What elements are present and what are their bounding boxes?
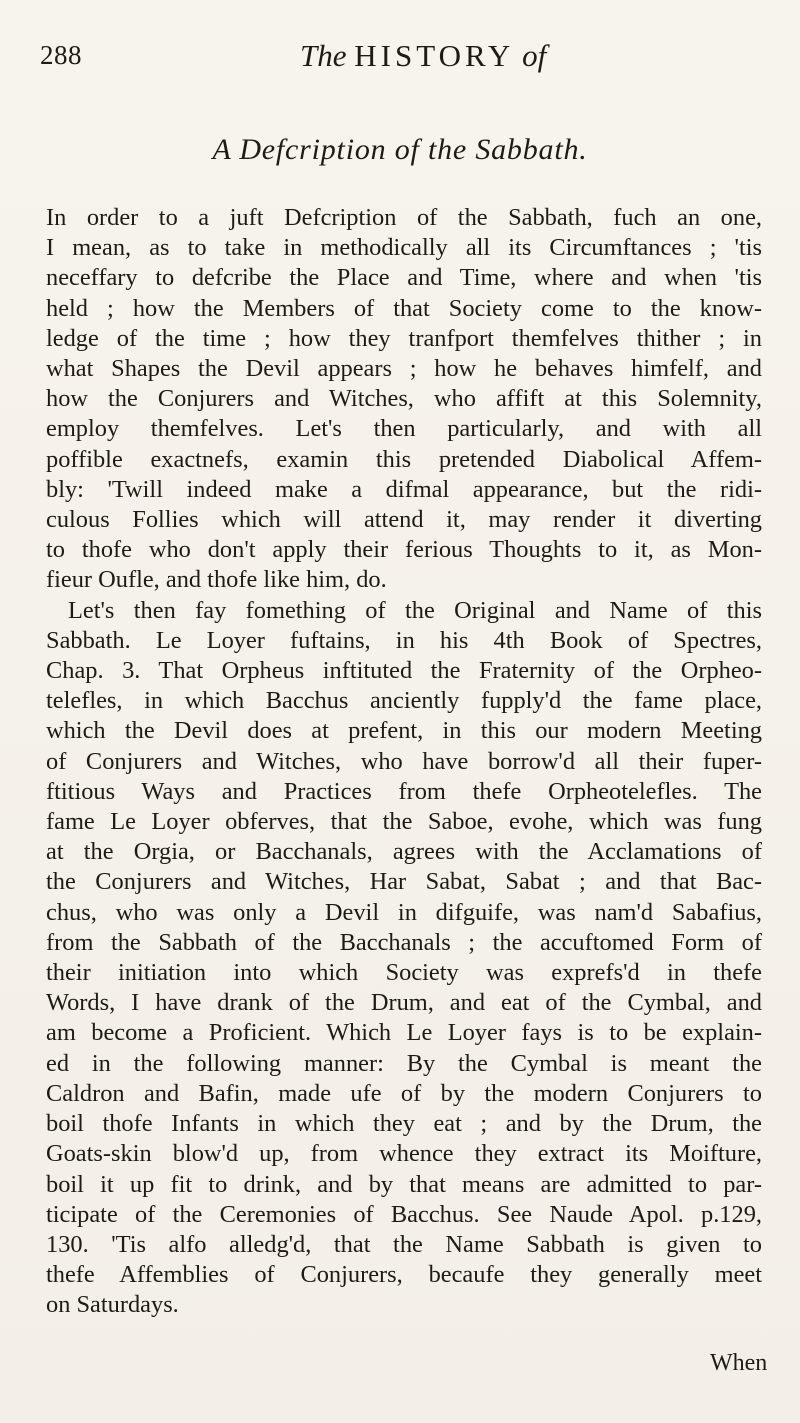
text-line: ftitious Ways and Practices from thefe Orpheotelefles. The (46, 777, 762, 805)
text-line: boil thofe Infants in which they eat ; and by the Drum, the (46, 1110, 762, 1138)
text-line: neceffary to defcribe the Place and Time, where and when 'tis (46, 264, 762, 292)
text-line: Let's then fay fomething of the Original and Name of this (68, 596, 762, 624)
text-line: Chap. 3. That Orpheus inftituted the Fraternity of the Orpheo- (46, 657, 762, 685)
text-line: their initiation into which Society was exprefs'd in thefe (46, 959, 762, 987)
text-line: telefles, in which Bacchus anciently fupply'd the fame place, (46, 687, 762, 715)
text-line: how the Conjurers and Witches, who affift at this Solemnity, (46, 385, 762, 413)
running-head (40, 40, 760, 90)
text-line: fame Le Loyer obferves, that the Saboe, evohe, which was fung (46, 808, 762, 836)
catchword: When (710, 1350, 768, 1376)
text-line: In order to a juft Defcription of the Sabbath, fuch an one, (46, 204, 762, 231)
text-line: 130. 'Tis alfo alledg'd, that the Name Sabbath is given to (46, 1230, 762, 1258)
running-title-prefix: The (300, 38, 347, 73)
text-line: boil it up fit to drink, and by that means are admitted to par- (46, 1170, 762, 1198)
text-line: held ; how the Members of that Society come to the know- (46, 294, 762, 322)
running-title-main: HISTORY (354, 38, 515, 73)
text-line: Caldron and Bafin, made ufe of by the modern Conjurers to (46, 1079, 762, 1107)
text-line: ticipate of the Ceremonies of Bacchus. See Naude Apol. p.129, (46, 1200, 762, 1228)
text-line: what Shapes the Devil appears ; how he behaves himfelf, and (46, 355, 762, 383)
text-line: I mean, as to take in methodically all its Circumftances ; 'tis (46, 234, 762, 262)
text-line: the Conjurers and Witches, Har Sabat, Sabat ; and that Bac- (46, 868, 762, 896)
text-line: am become a Proficient. Which Le Loyer fays is to be explain- (46, 1019, 762, 1047)
text-line: culous Follies which will attend it, may render it diverting (46, 506, 762, 534)
text-line: Words, I have drank of the Drum, and eat of the Cymbal, and (46, 989, 762, 1017)
page-number: 288 (40, 40, 82, 70)
text-line: employ themfelves. Let's then particularly, and with all (46, 415, 762, 443)
text-line: from the Sabbath of the Bacchanals ; the accuftomed Form of (46, 928, 762, 956)
body-text (46, 203, 762, 1321)
text-line: to thofe who don't apply their ferious Thoughts to it, as Mon- (46, 536, 762, 564)
text-line: which the Devil does at prefent, in this our modern Meeting (46, 717, 762, 745)
text-line: on Saturdays. (46, 1291, 179, 1319)
text-line: chus, who was only a Devil in difguife, was nam'd Sabafius, (46, 898, 762, 926)
running-title-suffix: of (522, 38, 547, 73)
text-line: thefe Affemblies of Conjurers, becaufe they generally meet (46, 1261, 762, 1289)
text-line: Sabbath. Le Loyer fuftains, in his 4th Book of Spectres, (46, 626, 762, 654)
text-line: of Conjurers and Witches, who have borrow'd all their fuper- (46, 747, 762, 775)
text-line: poffible exactnefs, examin this pretended Diabolical Affem- (46, 445, 762, 473)
text-line: at the Orgia, or Bacchanals, agrees with the Acclamations of (46, 838, 762, 866)
text-line: fieur Oufle, and thofe like him, do. (46, 566, 387, 594)
running-title (300, 38, 546, 74)
text-line: Goats-skin blow'd up, from whence they extract its Moifture, (46, 1140, 762, 1168)
section-title: A Defcription of the Sabbath. (212, 133, 588, 166)
text-line: ed in the following manner: By the Cymbal is meant the (46, 1049, 762, 1077)
text-line: bly: 'Twill indeed make a difmal appearance, but the ridi- (46, 475, 762, 503)
text-line: ledge of the time ; how they tranfport themfelves thither ; in (46, 324, 762, 352)
